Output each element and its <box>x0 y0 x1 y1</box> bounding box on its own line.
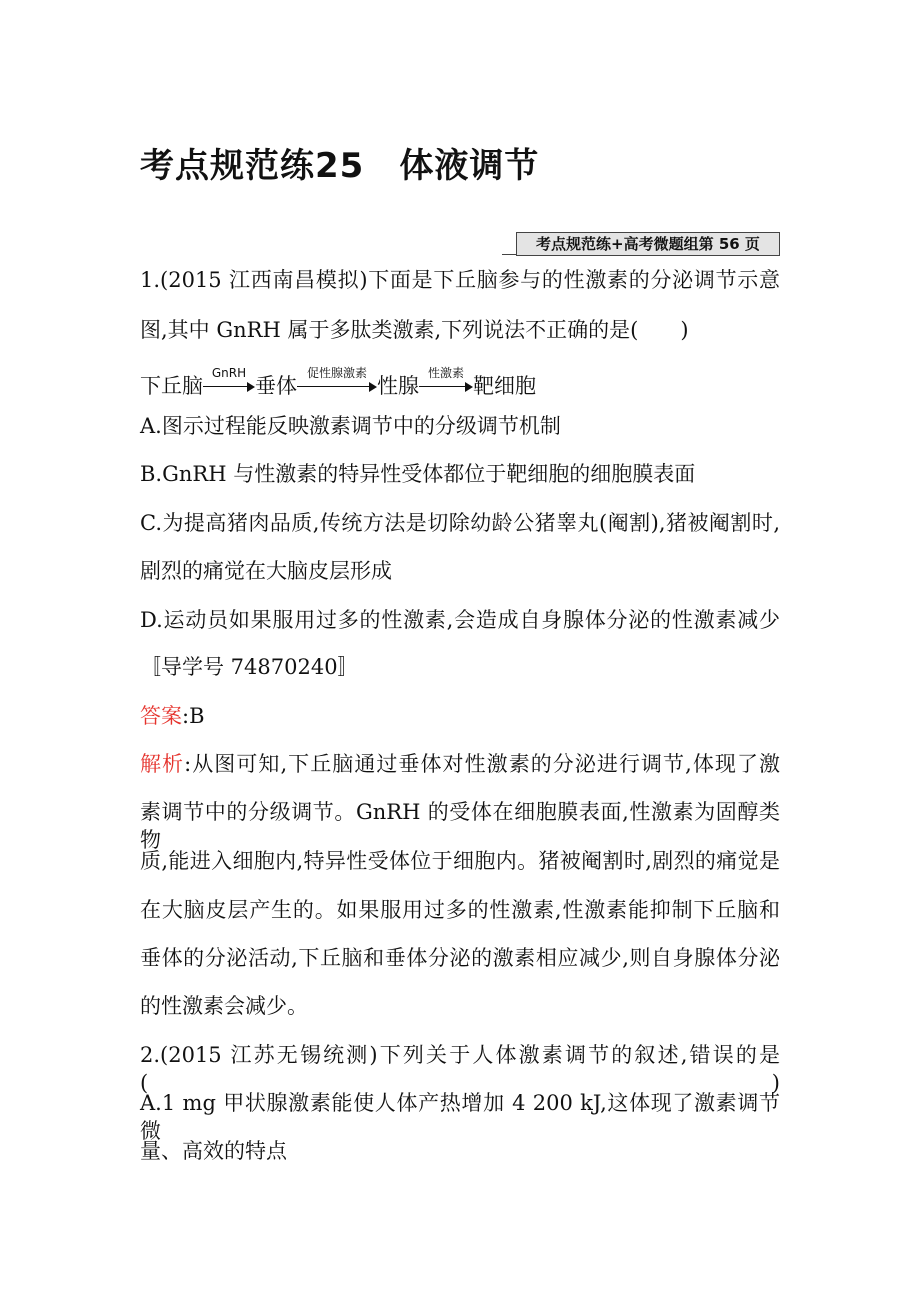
arrow-shaft <box>297 386 371 387</box>
question-2-option-a-line-1: A.1 mg 甲状腺激素能使人体产热增加 4 200 kJ,这体现了激素调节微 <box>140 1091 780 1143</box>
question-1-option-c-line-2: 剧烈的痛觉在大脑皮层形成 <box>140 559 392 583</box>
question-1-stem-line-2: 图,其中 GnRH 属于多肽类激素,下列说法不正确的是( ) <box>140 318 689 342</box>
page-title: 考点规范练25 体液调节 <box>140 146 540 186</box>
question-2-stem: 2.(2015 江苏无锡统测)下列关于人体激素调节的叙述,错误的是( ) <box>140 1043 780 1095</box>
hormone-regulation-diagram <box>140 356 536 400</box>
answer-value: :B <box>182 704 205 728</box>
arrow-head-icon <box>247 382 255 392</box>
analysis-label: 解析 <box>140 752 185 776</box>
analysis-line-2: 素调节中的分级调节。GnRH 的受体在细胞膜表面,性激素为固醇类物 <box>140 800 780 852</box>
diagram-node-pituitary: 垂体 <box>255 374 297 398</box>
answer-label: 答案 <box>140 704 182 728</box>
diagram-arrow-gnrh <box>203 366 255 400</box>
arrow-head-icon <box>465 382 473 392</box>
guide-number: 〚导学号 74870240〛 <box>140 655 359 679</box>
diagram-arrow-label: GnRH <box>211 366 247 380</box>
diagram-arrow-label: 促性腺激素 <box>306 366 367 380</box>
analysis-line-5: 垂体的分泌活动,下丘脑和垂体分泌的激素相应减少,则自身腺体分泌 <box>140 946 780 970</box>
diagram-arrow-gonadotropin <box>297 366 377 400</box>
question-1-option-a: A.图示过程能反映激素调节中的分级调节机制 <box>140 414 561 438</box>
arrow-head-icon <box>369 382 377 392</box>
question-1-stem-line-1: 1.(2015 江西南昌模拟)下面是下丘脑参与的性激素的分泌调节示意 <box>140 268 780 292</box>
page-reference-badge: 考点规范练+高考微题组第 56 页 <box>516 232 780 256</box>
analysis-line-3: 质,能进入细胞内,特异性受体位于细胞内。猪被阉割时,剧烈的痛觉是 <box>140 849 780 873</box>
diagram-node-target-cell: 靶细胞 <box>473 374 536 398</box>
arrow-shaft <box>419 386 467 387</box>
diagram-arrow-label: 性激素 <box>427 366 464 380</box>
question-1-option-b: B.GnRH 与性激素的特异性受体都位于靶细胞的细胞膜表面 <box>140 462 696 486</box>
diagram-arrow-sex-hormone <box>419 366 473 400</box>
question-1-option-c-line-1: C.为提高猪肉品质,传统方法是切除幼龄公猪睾丸(阉割),猪被阉割时, <box>140 511 780 535</box>
question-2-option-a-line-2: 量、高效的特点 <box>140 1139 287 1163</box>
analysis-line-1 <box>140 750 780 778</box>
diagram-node-hypothalamus: 下丘脑 <box>140 374 203 398</box>
analysis-line-4: 在大脑皮层产生的。如果服用过多的性激素,性激素能抑制下丘脑和 <box>140 898 780 922</box>
diagram-node-gonad: 性腺 <box>377 374 419 398</box>
analysis-line-6: 的性激素会减少。 <box>140 994 308 1018</box>
question-1-answer <box>140 702 205 730</box>
question-1-option-d: D.运动员如果服用过多的性激素,会造成自身腺体分泌的性激素减少 <box>140 608 780 632</box>
analysis-text: :从图可知,下丘脑通过垂体对性激素的分泌进行调节,体现了激 <box>184 752 780 776</box>
arrow-shaft <box>203 386 249 387</box>
page-ref-underline <box>502 254 517 255</box>
